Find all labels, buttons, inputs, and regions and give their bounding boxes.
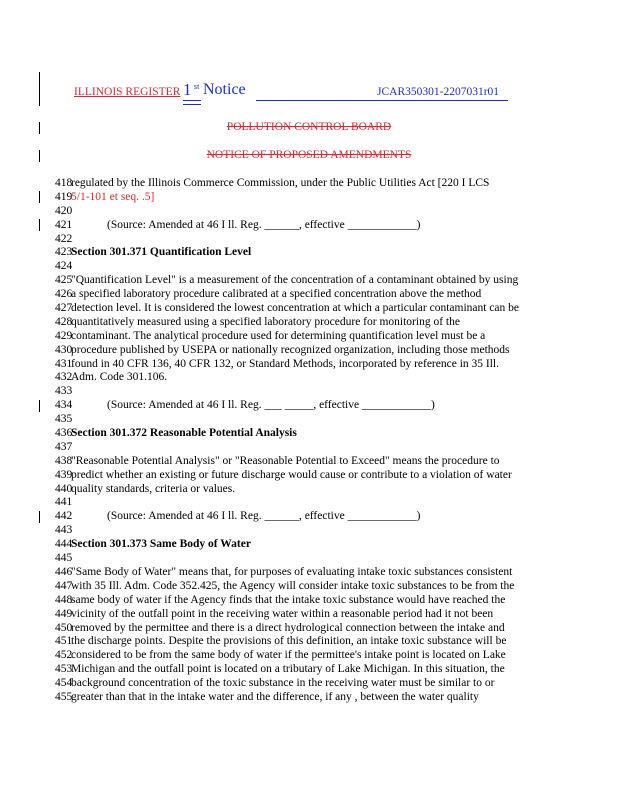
text-line: 451 the discharge points. Despite the provisions of this definition, an intake toxic substance will be [55, 635, 507, 648]
text-line: 441 [55, 496, 73, 509]
text-line: 450 removed by the permittee and there is a direct hydrological connection between the intake and [55, 621, 505, 634]
text-line: 449 vicinity of the outfall point in the receiving water within a reasonable period had it not been [55, 607, 494, 620]
field-underline [183, 104, 201, 105]
text-line: 434 (Source: Amended at 46 I ll. Reg. ___ _____, effective ____________) [55, 399, 435, 412]
text-line: 452 considered to be from the same body of water if the permittee's intake point is located on Lake [55, 649, 506, 662]
text-line: 440 quality standards, criteria or values. [55, 482, 236, 495]
notice-label: Notice [203, 81, 246, 98]
change-bar [39, 511, 40, 523]
text-line: 428 quantitatively measured using a specified laboratory procedure for monitoring of the [55, 315, 460, 328]
text-line: 433 [55, 385, 73, 398]
text-line: 443 [55, 524, 73, 537]
register-label: ILLINOIS REGISTER [74, 86, 181, 98]
section-heading: 436 Section 301.372 Reasonable Potential Analysis [55, 427, 297, 440]
page-number-suffix: st [194, 82, 200, 91]
jcar-code: JCAR350301-2207031r01 [377, 86, 500, 98]
page-number: 1 [183, 80, 192, 99]
text-line: 437 [55, 440, 73, 453]
text-line: 445 [55, 552, 73, 565]
text-line: 438 "Reasonable Potential Analysis" or "Reasonable Potential to Exceed" means the procedure to [55, 454, 500, 467]
text-line: 447 with 35 Ill. Adm. Code 352.425, the Agency will consider intake toxic substances to be from the [55, 579, 515, 592]
text-line: 422 [55, 232, 73, 245]
change-bar [39, 72, 40, 106]
header-rule [256, 100, 508, 101]
text-line: 442 (Source: Amended at 46 I ll. Reg. ______, effective ____________) [55, 510, 421, 523]
text-line: 425 "Quantification Level" is a measurement of the concentration of a contaminant obtained by using [55, 274, 519, 287]
text-line: 435 [55, 413, 73, 426]
text-line: 446 "Same Body of Water" means that, for purposes of evaluating intake toxic substances consistent [55, 565, 513, 578]
text-line: 439 predict whether an existing or future discharge would cause or contribute to a violation of water [55, 468, 512, 481]
text-line: 453 Michigan and the outfall point is located on a tributary of Lake Michigan. In this situation, the [55, 663, 505, 676]
text-line: 424 [55, 260, 73, 273]
text-line: 421 (Source: Amended at 46 I ll. Reg. ______, effective ____________) [55, 218, 421, 231]
line-list [55, 177, 555, 705]
board-title: POLLUTION CONTROL BOARD [226, 121, 392, 133]
field-underline [183, 100, 201, 101]
change-bar [39, 219, 40, 231]
text-line: 419 5/1-101 et seq. .5] [55, 190, 155, 203]
text-line: 430 procedure published by USEPA or nationally recognized organization, including those methods [55, 343, 510, 356]
text-line: 431 found in 40 CFR 136, 40 CFR 132, or Standard Methods, incorporated by reference in 35 Ill. [55, 357, 499, 370]
text-line: 427 detection level. It is considered the lowest concentration at which a particular contaminant can be [55, 302, 520, 315]
notice-title: NOTICE OF PROPOSED AMENDMENTS [206, 149, 412, 161]
text-line: 448 same body of water if the Agency finds that the intake toxic substance would have reached the [55, 593, 506, 606]
text-line: 455 greater than that in the intake water and the difference, if any , between the water quality [55, 690, 479, 703]
change-bar [39, 400, 40, 412]
text-line: 432 Adm. Code 301.106. [55, 371, 168, 384]
section-heading: 423 Section 301.371 Quantification Level [55, 246, 252, 259]
text-line: 420 [55, 204, 73, 217]
text-line: 418 regulated by the Illinois Commerce Commission, under the Public Utilities Act [220 I LCS [55, 177, 490, 189]
text-line: 426 a specified laboratory procedure calibrated at a specified concentration above the method [55, 288, 482, 301]
text-line: 429 contaminant. The analytical procedure used for determining quantification level must be a [55, 329, 486, 342]
text-line: 454 background concentration of the toxic substance in the receiving water must be similar to or [55, 677, 495, 690]
change-bar [39, 191, 40, 203]
section-heading: 444 Section 301.373 Same Body of Water [55, 538, 251, 551]
